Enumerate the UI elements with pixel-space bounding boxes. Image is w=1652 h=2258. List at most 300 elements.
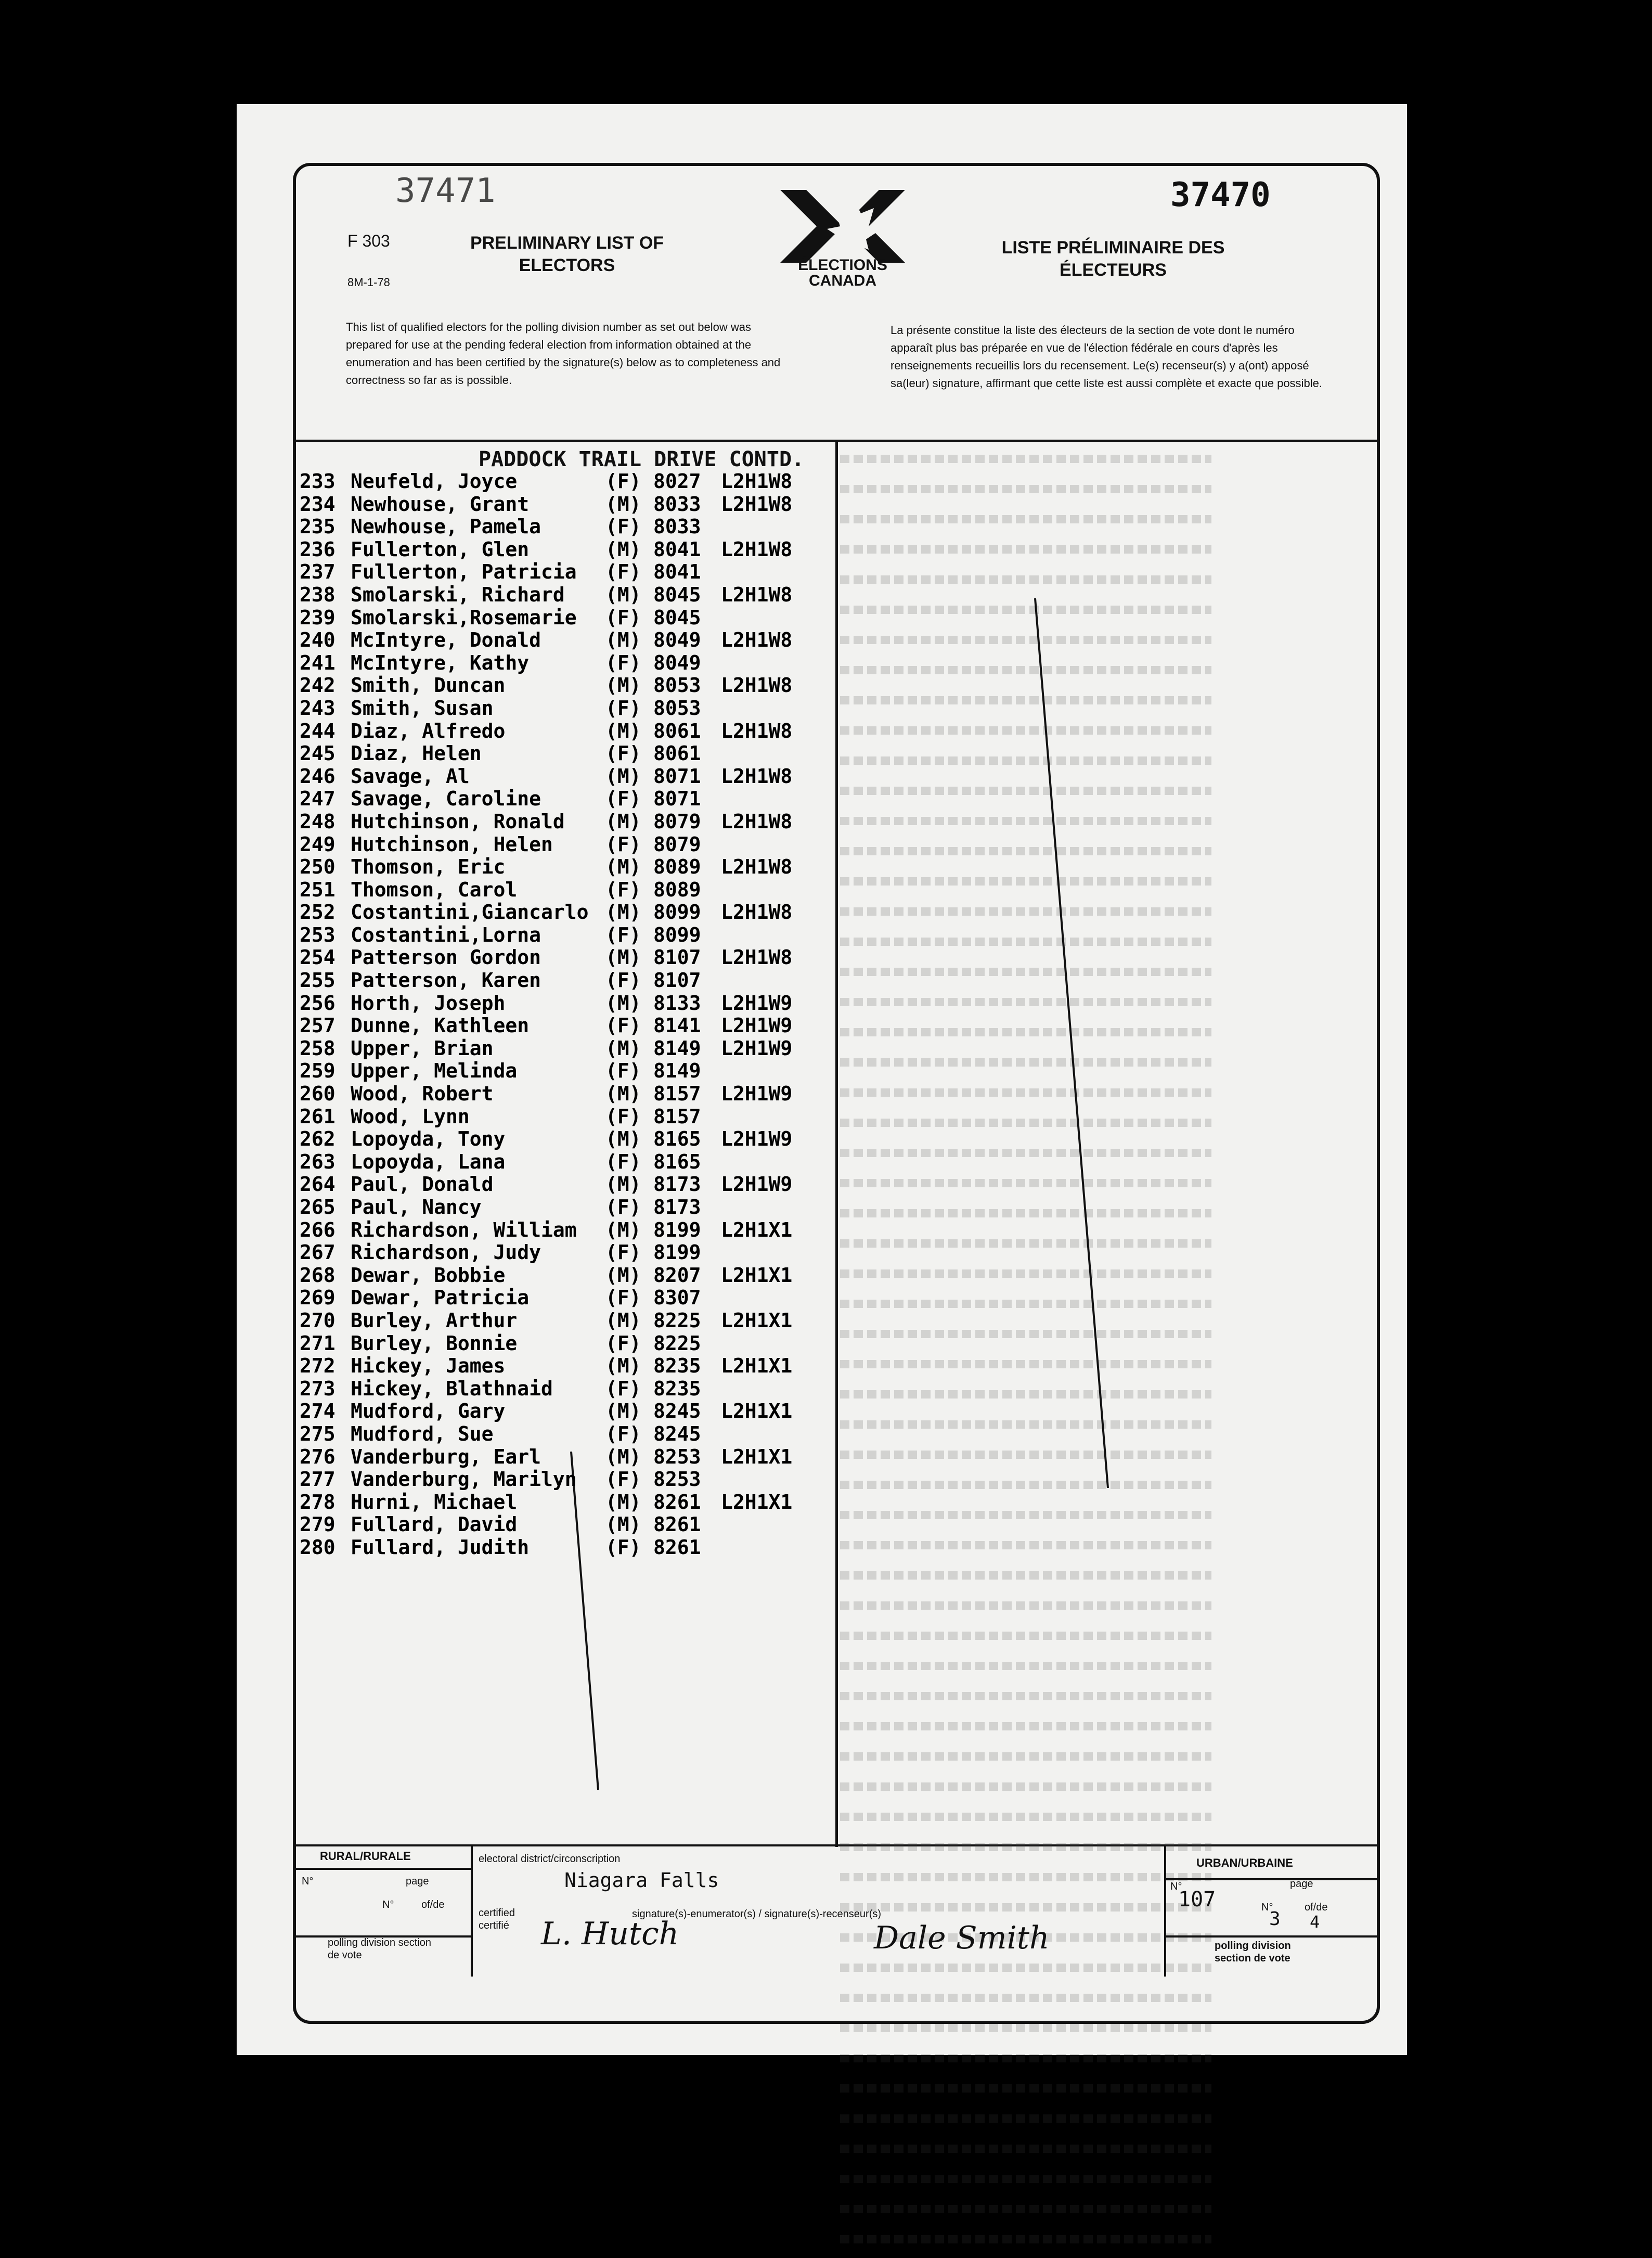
elector-sex: (M) xyxy=(605,583,641,606)
elector-address: 8165 xyxy=(653,1127,701,1151)
title-french: LISTE PRÉLIMINAIRE DES ÉLECTEURS xyxy=(1001,238,1225,280)
elector-name: Fullard, David xyxy=(351,1513,518,1536)
elector-number: 268 xyxy=(300,1263,335,1287)
elector-number: 257 xyxy=(300,1014,335,1037)
elector-number: 267 xyxy=(300,1241,335,1264)
elector-name: Dunne, Kathleen xyxy=(351,1014,530,1037)
elector-address: 8027 xyxy=(653,470,701,493)
elector-postal-code: L2H1X1 xyxy=(721,1490,793,1513)
elector-number: 248 xyxy=(300,810,335,833)
elector-address: 8133 xyxy=(653,991,701,1015)
elector-name: Upper, Brian xyxy=(351,1036,494,1060)
elector-sex: (F) xyxy=(605,1286,641,1310)
rural-label: RURAL/RURALE xyxy=(320,1850,411,1863)
elector-sex: (F) xyxy=(605,1105,641,1128)
elector-sex: (M) xyxy=(605,1082,641,1106)
footer-divider-left xyxy=(471,1846,473,1977)
elector-address: 8107 xyxy=(653,946,701,969)
elector-sex: (F) xyxy=(605,606,641,629)
elector-name: Horth, Joseph xyxy=(351,991,506,1015)
elector-row xyxy=(300,946,835,969)
elector-sex: (F) xyxy=(605,515,641,538)
elector-number: 251 xyxy=(300,878,335,901)
elector-number: 246 xyxy=(300,764,335,788)
elector-name: Wood, Lynn xyxy=(351,1105,470,1128)
elector-address: 8099 xyxy=(653,901,701,924)
elector-address: 8235 xyxy=(653,1354,701,1378)
elector-number: 272 xyxy=(300,1354,335,1378)
elector-sex: (F) xyxy=(605,923,641,946)
elector-address: 8261 xyxy=(653,1490,701,1513)
elector-number: 266 xyxy=(300,1218,335,1241)
elector-address: 8235 xyxy=(653,1377,701,1400)
elector-row xyxy=(300,470,835,493)
elector-row xyxy=(300,742,835,765)
elector-address: 8173 xyxy=(653,1173,701,1196)
elector-sex: (F) xyxy=(605,1377,641,1400)
elector-name: Burley, Arthur xyxy=(351,1308,518,1332)
elector-row xyxy=(300,992,835,1015)
elector-name: Costantini,Lorna xyxy=(351,923,541,946)
elector-row xyxy=(300,720,835,743)
elector-sex: (M) xyxy=(605,628,641,652)
elector-name: Thomson, Eric xyxy=(351,855,506,879)
elector-sex: (F) xyxy=(605,1150,641,1173)
elector-postal-code: L2H1W8 xyxy=(721,583,793,606)
rural-of-label: of/de xyxy=(421,1899,445,1910)
elector-name: Diaz, Alfredo xyxy=(351,719,506,742)
elector-sex: (F) xyxy=(605,1422,641,1445)
elector-row xyxy=(300,1264,835,1287)
elector-name: Fullerton, Glen xyxy=(351,537,530,561)
signatures-label: signature(s)-enumerator(s) / signature(s)-recenseur(s) xyxy=(632,1908,882,1920)
elector-row xyxy=(300,516,835,538)
urban-no-label: N° xyxy=(1170,1881,1182,1892)
elector-number: 242 xyxy=(300,674,335,697)
elector-name: Paul, Donald xyxy=(351,1173,494,1196)
elector-sex: (F) xyxy=(605,878,641,901)
elector-number: 244 xyxy=(300,719,335,742)
form-number: 37470 xyxy=(1170,176,1271,214)
elector-address: 8045 xyxy=(653,583,701,606)
elector-sex: (F) xyxy=(605,1014,641,1037)
elector-sex: (F) xyxy=(605,742,641,765)
elector-row xyxy=(300,1423,835,1446)
elector-sex: (M) xyxy=(605,1036,641,1060)
elector-postal-code: L2H1W8 xyxy=(721,946,793,969)
elector-name: McIntyre, Donald xyxy=(351,628,541,652)
elector-row xyxy=(300,856,835,879)
elector-number: 253 xyxy=(300,923,335,946)
elector-row xyxy=(300,1060,835,1083)
elector-number: 273 xyxy=(300,1377,335,1400)
elector-name: Vanderburg, Marilyn xyxy=(351,1468,577,1491)
urban-page-number: 3 xyxy=(1269,1908,1281,1930)
elector-sex: (M) xyxy=(605,810,641,833)
elector-row xyxy=(300,1151,835,1174)
elector-name: Savage, Al xyxy=(351,764,470,788)
elector-address: 8157 xyxy=(653,1105,701,1128)
elector-row xyxy=(300,969,835,992)
elector-number: 254 xyxy=(300,946,335,969)
elector-row xyxy=(300,811,835,833)
elector-sex: (M) xyxy=(605,764,641,788)
title-english: PRELIMINARY LIST OF ELECTORS xyxy=(470,233,664,275)
elector-name: Hutchinson, Ronald xyxy=(351,810,565,833)
elector-name: Patterson, Karen xyxy=(351,969,541,992)
elector-row xyxy=(300,1128,835,1151)
logo-text: ÉLECTIONS CANADA xyxy=(798,256,887,289)
elector-postal-code: L2H1W8 xyxy=(721,674,793,697)
elector-address: 8199 xyxy=(653,1241,701,1264)
elector-name: Mudford, Gary xyxy=(351,1400,506,1423)
handwritten-number-left: 37471 xyxy=(395,172,496,210)
elector-sex: (M) xyxy=(605,1218,641,1241)
elector-row xyxy=(300,674,835,697)
elector-list xyxy=(300,470,835,1559)
elector-name: Hurni, Michael xyxy=(351,1490,518,1513)
elector-name: Lopoyda, Lana xyxy=(351,1150,506,1173)
elector-sex: (M) xyxy=(605,855,641,879)
urban-label: URBAN/URBAINE xyxy=(1196,1856,1293,1869)
elector-row xyxy=(300,1491,835,1514)
elector-name: Fullerton, Patricia xyxy=(351,560,577,584)
elector-number: 250 xyxy=(300,855,335,879)
rural-page-label: page xyxy=(406,1876,429,1887)
elector-number: 270 xyxy=(300,1308,335,1332)
elector-number: 274 xyxy=(300,1400,335,1423)
elector-address: 8253 xyxy=(653,1468,701,1491)
elector-row xyxy=(300,1015,835,1037)
elector-number: 271 xyxy=(300,1331,335,1355)
elector-sex: (F) xyxy=(605,1468,641,1491)
elector-number: 255 xyxy=(300,969,335,992)
elector-address: 8149 xyxy=(653,1059,701,1083)
district-label: electoral district/circonscription xyxy=(479,1853,621,1865)
elector-name: Fullard, Judith xyxy=(351,1535,530,1559)
elector-address: 8033 xyxy=(653,492,701,516)
elector-name: Lopoyda, Tony xyxy=(351,1127,506,1151)
elector-row xyxy=(300,1446,835,1469)
elector-number: 238 xyxy=(300,583,335,606)
elector-row xyxy=(300,1468,835,1491)
elector-sex: (M) xyxy=(605,1127,641,1151)
elector-row xyxy=(300,1378,835,1401)
elector-sex: (F) xyxy=(605,1196,641,1218)
elector-address: 8079 xyxy=(653,832,701,856)
elector-postal-code: L2H1W9 xyxy=(721,1014,793,1037)
elector-row xyxy=(300,1083,835,1106)
elector-address: 8089 xyxy=(653,855,701,879)
elector-address: 8071 xyxy=(653,787,701,811)
elector-postal-code: L2H1W8 xyxy=(721,492,793,516)
elector-number: 260 xyxy=(300,1082,335,1106)
elector-name: Newhouse, Grant xyxy=(351,492,530,516)
elector-row xyxy=(300,697,835,720)
elector-address: 8033 xyxy=(653,515,701,538)
elector-postal-code: L2H1W8 xyxy=(721,470,793,493)
elector-sex: (F) xyxy=(605,470,641,493)
elector-number: 265 xyxy=(300,1196,335,1218)
elector-address: 8049 xyxy=(653,628,701,652)
elector-number: 245 xyxy=(300,742,335,765)
elector-address: 8149 xyxy=(653,1036,701,1060)
certified-label: certified certifié xyxy=(479,1907,515,1931)
elector-sex: (M) xyxy=(605,1263,641,1287)
elector-name: Patterson Gordon xyxy=(351,946,541,969)
urban-rule xyxy=(1166,1878,1378,1880)
elector-name: Diaz, Helen xyxy=(351,742,482,765)
elector-address: 8245 xyxy=(653,1422,701,1445)
footer-divider-right xyxy=(1164,1846,1166,1977)
elector-row xyxy=(300,584,835,607)
elector-name: Smolarski, Richard xyxy=(351,583,565,606)
elector-name: Savage, Caroline xyxy=(351,787,541,811)
elector-name: Vanderburg, Earl xyxy=(351,1445,541,1468)
elector-row xyxy=(300,901,835,924)
elector-name: Costantini,Giancarlo xyxy=(351,901,589,924)
urban-polling-label: polling division section de vote xyxy=(1215,1940,1291,1964)
elector-sex: (M) xyxy=(605,492,641,516)
elector-sex: (M) xyxy=(605,1173,641,1196)
form-date: 8M-1-78 xyxy=(347,276,390,289)
elector-number: 258 xyxy=(300,1036,335,1060)
elector-number: 234 xyxy=(300,492,335,516)
elector-address: 8261 xyxy=(653,1535,701,1559)
elector-number: 275 xyxy=(300,1422,335,1445)
elector-address: 8173 xyxy=(653,1196,701,1218)
footer-box xyxy=(293,1844,1380,2024)
elector-address: 8071 xyxy=(653,764,701,788)
elector-number: 256 xyxy=(300,991,335,1015)
elector-number: 237 xyxy=(300,560,335,584)
rural-rule xyxy=(295,1868,471,1870)
elector-postal-code: L2H1X1 xyxy=(721,1400,793,1423)
elector-postal-code: L2H1X1 xyxy=(721,1354,793,1378)
elector-sex: (M) xyxy=(605,1513,641,1536)
elector-address: 8061 xyxy=(653,719,701,742)
elector-address: 8107 xyxy=(653,969,701,992)
elector-name: Thomson, Carol xyxy=(351,878,518,901)
elector-name: Dewar, Bobbie xyxy=(351,1263,506,1287)
elector-name: Neufeld, Joyce xyxy=(351,470,518,493)
elector-address: 8099 xyxy=(653,923,701,946)
elector-sex: (M) xyxy=(605,1354,641,1378)
elector-sex: (F) xyxy=(605,560,641,584)
elector-row xyxy=(300,1196,835,1219)
elector-name: Smith, Susan xyxy=(351,696,494,720)
elector-row xyxy=(300,765,835,788)
elector-name: Richardson, Judy xyxy=(351,1241,541,1264)
rural-page-no-label: N° xyxy=(382,1899,394,1910)
elector-postal-code: L2H1W8 xyxy=(721,855,793,879)
elector-postal-code: L2H1W8 xyxy=(721,901,793,924)
elector-address: 8225 xyxy=(653,1308,701,1332)
elector-row xyxy=(300,924,835,947)
elector-postal-code: L2H1W9 xyxy=(721,1173,793,1196)
elector-row xyxy=(300,629,835,652)
urban-page-label: page xyxy=(1290,1878,1313,1890)
elector-sex: (F) xyxy=(605,969,641,992)
urban-page-no-label: N° xyxy=(1261,1902,1273,1913)
elector-name: Smolarski,Rosemarie xyxy=(351,606,577,629)
rural-no-label: N° xyxy=(302,1876,314,1887)
elector-address: 8141 xyxy=(653,1014,701,1037)
district-value: Niagara Falls xyxy=(564,1869,719,1892)
elector-row xyxy=(300,538,835,561)
elector-sex: (M) xyxy=(605,946,641,969)
elector-number: 243 xyxy=(300,696,335,720)
elector-sex: (F) xyxy=(605,1535,641,1559)
elector-address: 8045 xyxy=(653,606,701,629)
elector-sex: (F) xyxy=(605,1059,641,1083)
elector-address: 8041 xyxy=(653,560,701,584)
elector-name: Hickey, Blathnaid xyxy=(351,1377,553,1400)
elector-postal-code: L2H1W8 xyxy=(721,719,793,742)
elector-sex: (M) xyxy=(605,674,641,697)
elector-number: 233 xyxy=(300,470,335,493)
elector-number: 240 xyxy=(300,628,335,652)
elector-postal-code: L2H1X1 xyxy=(721,1263,793,1287)
elector-address: 8253 xyxy=(653,1445,701,1468)
elector-row xyxy=(300,1513,835,1536)
elector-number: 236 xyxy=(300,537,335,561)
elector-name: Mudford, Sue xyxy=(351,1422,494,1445)
elector-address: 8225 xyxy=(653,1331,701,1355)
elector-sex: (F) xyxy=(605,832,641,856)
elector-number: 278 xyxy=(300,1490,335,1513)
elector-row xyxy=(300,1400,835,1423)
elector-row xyxy=(300,561,835,584)
elector-number: 241 xyxy=(300,651,335,674)
description-english: This list of qualified electors for the polling division number as set out below was prepared for use at the pending federal election from information obtained at the enumeration and has been certified by the signature(s) below as to completeness and correctness so far as is possible. xyxy=(346,320,781,387)
elector-number: 269 xyxy=(300,1286,335,1310)
elector-number: 276 xyxy=(300,1445,335,1468)
elector-number: 262 xyxy=(300,1127,335,1151)
elector-postal-code: L2H1X1 xyxy=(721,1445,793,1468)
elector-name: Burley, Bonnie xyxy=(351,1331,518,1355)
elector-address: 8207 xyxy=(653,1263,701,1287)
form-code: F 303 xyxy=(347,232,390,250)
elector-row xyxy=(300,1310,835,1332)
elector-address: 8245 xyxy=(653,1400,701,1423)
elector-number: 280 xyxy=(300,1535,335,1559)
elector-number: 279 xyxy=(300,1513,335,1536)
elector-row xyxy=(300,1106,835,1128)
elector-name: Paul, Nancy xyxy=(351,1196,482,1218)
elector-number: 261 xyxy=(300,1105,335,1128)
elector-postal-code: L2H1W8 xyxy=(721,764,793,788)
urban-polling-number: 107 xyxy=(1178,1888,1216,1911)
enumerator-signature-1: L. Hutch xyxy=(541,1916,679,1952)
elector-number: 247 xyxy=(300,787,335,811)
elector-address: 8053 xyxy=(653,674,701,697)
elector-number: 259 xyxy=(300,1059,335,1083)
elector-row xyxy=(300,1219,835,1242)
elector-row xyxy=(300,1173,835,1196)
elector-number: 264 xyxy=(300,1173,335,1196)
elector-row xyxy=(300,833,835,856)
elector-row xyxy=(300,788,835,811)
enumerator-signature-2: Dale Smith xyxy=(874,1920,1050,1956)
elector-address: 8049 xyxy=(653,651,701,674)
elector-postal-code: L2H1W9 xyxy=(721,991,793,1015)
elector-sex: (M) xyxy=(605,537,641,561)
elector-row xyxy=(300,1037,835,1060)
elector-number: 239 xyxy=(300,606,335,629)
elector-name: Hickey, James xyxy=(351,1354,506,1378)
elector-number: 252 xyxy=(300,901,335,924)
elector-row xyxy=(300,1241,835,1264)
elector-number: 235 xyxy=(300,515,335,538)
elector-address: 8053 xyxy=(653,696,701,720)
elector-name: Newhouse, Pamela xyxy=(351,515,541,538)
urban-rule-2 xyxy=(1166,1935,1378,1938)
elector-postal-code: L2H1W8 xyxy=(721,810,793,833)
urban-page-total: 4 xyxy=(1310,1912,1320,1932)
elector-postal-code: L2H1X1 xyxy=(721,1308,793,1332)
elector-address: 8199 xyxy=(653,1218,701,1241)
street-heading: PADDOCK TRAIL DRIVE CONTD. xyxy=(479,447,805,471)
elector-sex: (F) xyxy=(605,1241,641,1264)
elector-row xyxy=(300,1536,835,1559)
urban-of-label: of/de xyxy=(1305,1902,1328,1913)
elector-name: Smith, Duncan xyxy=(351,674,506,697)
elector-sex: (M) xyxy=(605,719,641,742)
elector-row xyxy=(300,1287,835,1310)
elector-sex: (M) xyxy=(605,991,641,1015)
elector-address: 8157 xyxy=(653,1082,701,1106)
elector-row xyxy=(300,1332,835,1355)
elector-number: 277 xyxy=(300,1468,335,1491)
elector-sex: (F) xyxy=(605,651,641,674)
elector-postal-code: L2H1W8 xyxy=(721,537,793,561)
elector-postal-code: L2H1W9 xyxy=(721,1036,793,1060)
elector-address: 8165 xyxy=(653,1150,701,1173)
elector-postal-code: L2H1W9 xyxy=(721,1082,793,1106)
elector-postal-code: L2H1X1 xyxy=(721,1218,793,1241)
elector-row xyxy=(300,607,835,630)
elector-row xyxy=(300,879,835,902)
elector-postal-code: L2H1W9 xyxy=(721,1127,793,1151)
elector-name: McIntyre, Kathy xyxy=(351,651,530,674)
elector-sex: (M) xyxy=(605,1400,641,1423)
elector-number: 263 xyxy=(300,1150,335,1173)
elector-name: Dewar, Patricia xyxy=(351,1286,530,1310)
elector-sex: (M) xyxy=(605,1445,641,1468)
elector-address: 8041 xyxy=(653,537,701,561)
elector-address: 8079 xyxy=(653,810,701,833)
elector-row xyxy=(300,652,835,675)
elector-name: Upper, Melinda xyxy=(351,1059,518,1083)
description-french: La présente constitue la liste des électeurs de la section de vote dont le numéro apparaît plus bas préparée en vue de l'élection fédérale en cours d'après les renseignements recueillis lors du recensement. Le(s) recenseur(s) y a(ont) apposé sa(leur) signature, affirmant que cette liste est aussi complète et exacte que possible. xyxy=(890,324,1322,390)
elector-postal-code: L2H1W8 xyxy=(721,628,793,652)
elector-sex: (F) xyxy=(605,696,641,720)
elector-sex: (M) xyxy=(605,1490,641,1513)
elector-address: 8061 xyxy=(653,742,701,765)
elector-name: Wood, Robert xyxy=(351,1082,494,1106)
elector-row xyxy=(300,1355,835,1378)
rural-polling-label: polling division section de vote xyxy=(328,1937,432,1961)
elector-sex: (M) xyxy=(605,901,641,924)
elector-sex: (F) xyxy=(605,787,641,811)
elector-number: 249 xyxy=(300,832,335,856)
elector-address: 8261 xyxy=(653,1513,701,1536)
elector-sex: (M) xyxy=(605,1308,641,1332)
elector-address: 8307 xyxy=(653,1286,701,1310)
elector-address: 8089 xyxy=(653,878,701,901)
elector-name: Richardson, William xyxy=(351,1218,577,1241)
